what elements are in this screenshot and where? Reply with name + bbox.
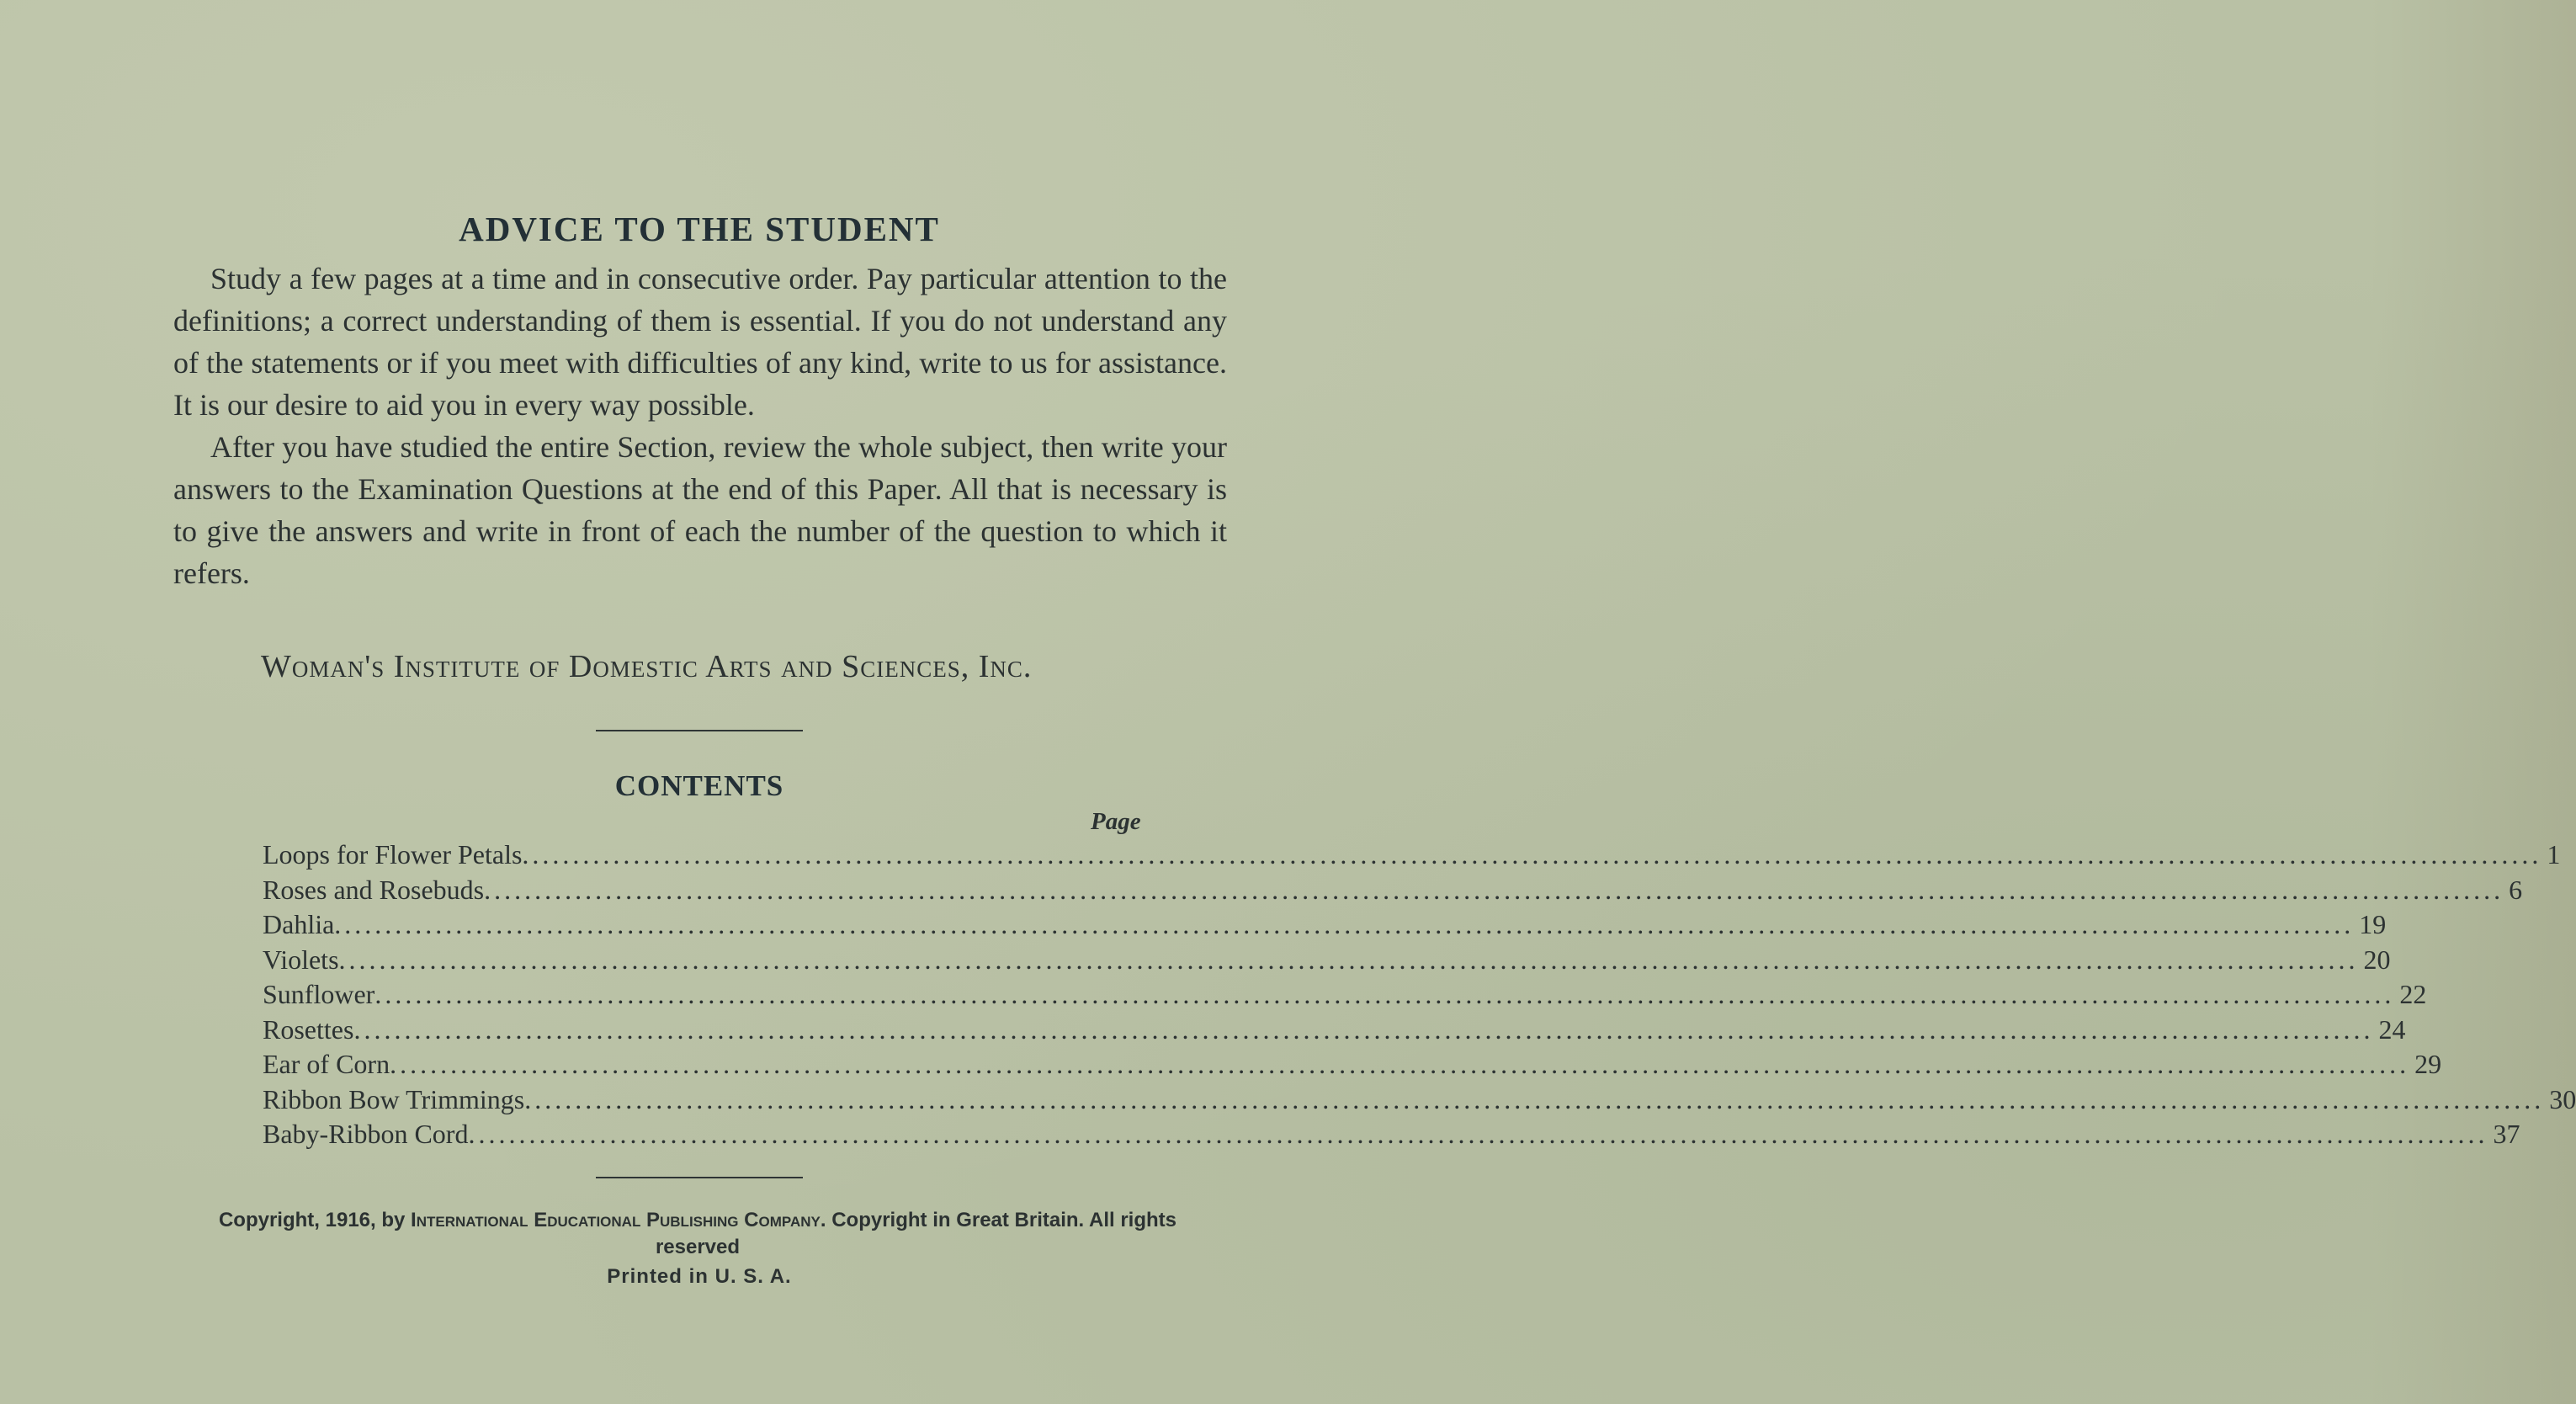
- toc-entry-title: Violets: [263, 944, 339, 975]
- toc-leader-dots: ........................................................................................................................................................................................................: [524, 1083, 2545, 1114]
- toc-leader-dots: ........................................................................................................................................................................................................: [353, 1013, 2374, 1045]
- page-column-label: Page: [1091, 808, 1141, 835]
- advice-paragraph-2: After you have studied the entire Section, review the whole subject, then write your answers to the Examination Questions at the end of this Paper. All that is necessary is to give the answers and write in front of each the number of the question to which it refers.: [173, 430, 1227, 590]
- toc-entry-page: 24: [2378, 1013, 2406, 1045]
- toc-leader-dots: ........................................................................................................................................................................................................: [484, 874, 2504, 905]
- toc-leader-dots: ........................................................................................................................................................................................................: [338, 944, 2359, 975]
- toc-entry: [263, 1013, 2406, 1050]
- printed-notice: Printed in U. S. A.: [607, 1265, 792, 1288]
- institute-signature: Woman's Institute of Domestic Arts and Sciences, Inc.: [261, 649, 1033, 684]
- toc-entry-page: 30: [2549, 1083, 2576, 1114]
- divider-rule-bottom: [596, 1177, 803, 1178]
- toc-entry-page: 6: [2509, 874, 2523, 905]
- toc-entry-title: Loops for Flower Petals: [263, 839, 523, 870]
- toc-entry-page: 29: [2414, 1049, 2442, 1079]
- toc-leader-dots: ........................................................................................................................................................................................................: [334, 909, 2355, 939]
- toc-entry: [263, 839, 2561, 875]
- contents-title: CONTENTS: [614, 769, 784, 802]
- toc-entry: [263, 944, 2391, 980]
- divider-rule-top: [596, 730, 803, 731]
- toc-entry-page: 37: [2493, 1119, 2520, 1149]
- toc-leader-dots: ........................................................................................................................................................................................................: [468, 1119, 2488, 1149]
- toc-entry-title: Rosettes: [263, 1013, 354, 1045]
- toc-entry-title: Baby-Ribbon Cord: [263, 1119, 469, 1149]
- toc-leader-dots: ........................................................................................................................................................................................................: [390, 1049, 2410, 1079]
- toc-leader-dots: ........................................................................................................................................................................................................: [522, 839, 2542, 870]
- toc-entry-page: 1: [2547, 839, 2561, 870]
- toc-entry-title: Ear of Corn: [263, 1049, 390, 1079]
- toc-entry: [263, 874, 2523, 910]
- toc-entry: [263, 979, 2427, 1014]
- advice-paragraph-1: Study a few pages at a time and in consecutive order. Pay particular attention to the definitions; a correct understanding of them is essential. If you do not understand any of the statements or if you meet with difficulties of any kind, write to us for assistance. It is our desire to aid you in every way possible.: [173, 262, 1227, 422]
- toc-entry: [263, 1083, 2576, 1119]
- toc-entry-title: Dahlia: [263, 909, 335, 939]
- toc-entry: [263, 1119, 2520, 1154]
- copyright-suffix: Copyright in Great Britain. All rights reserved: [655, 1209, 1177, 1258]
- copyright-prefix: Copyright, 1916, by: [218, 1209, 406, 1231]
- toc-entry-title: Roses and Rosebuds: [263, 874, 485, 905]
- publisher-name: International Educational Publishing Company.: [411, 1209, 826, 1231]
- toc-entry: [263, 1049, 2442, 1084]
- toc-entry-page: 22: [2399, 979, 2427, 1009]
- toc-entry: [263, 909, 2387, 944]
- table-of-contents: [263, 839, 2576, 1154]
- toc-entry-title: Sunflower: [263, 979, 375, 1009]
- toc-leader-dots: ........................................................................................................................................................................................................: [374, 979, 2395, 1009]
- toc-entry-page: 20: [2363, 944, 2391, 975]
- copyright-notice: [180, 1207, 1215, 1261]
- advice-body: [173, 258, 1227, 594]
- toc-entry-page: 19: [2359, 909, 2387, 939]
- toc-entry-title: Ribbon Bow Trimmings: [263, 1083, 525, 1114]
- advice-title: ADVICE TO THE STUDENT: [459, 210, 940, 248]
